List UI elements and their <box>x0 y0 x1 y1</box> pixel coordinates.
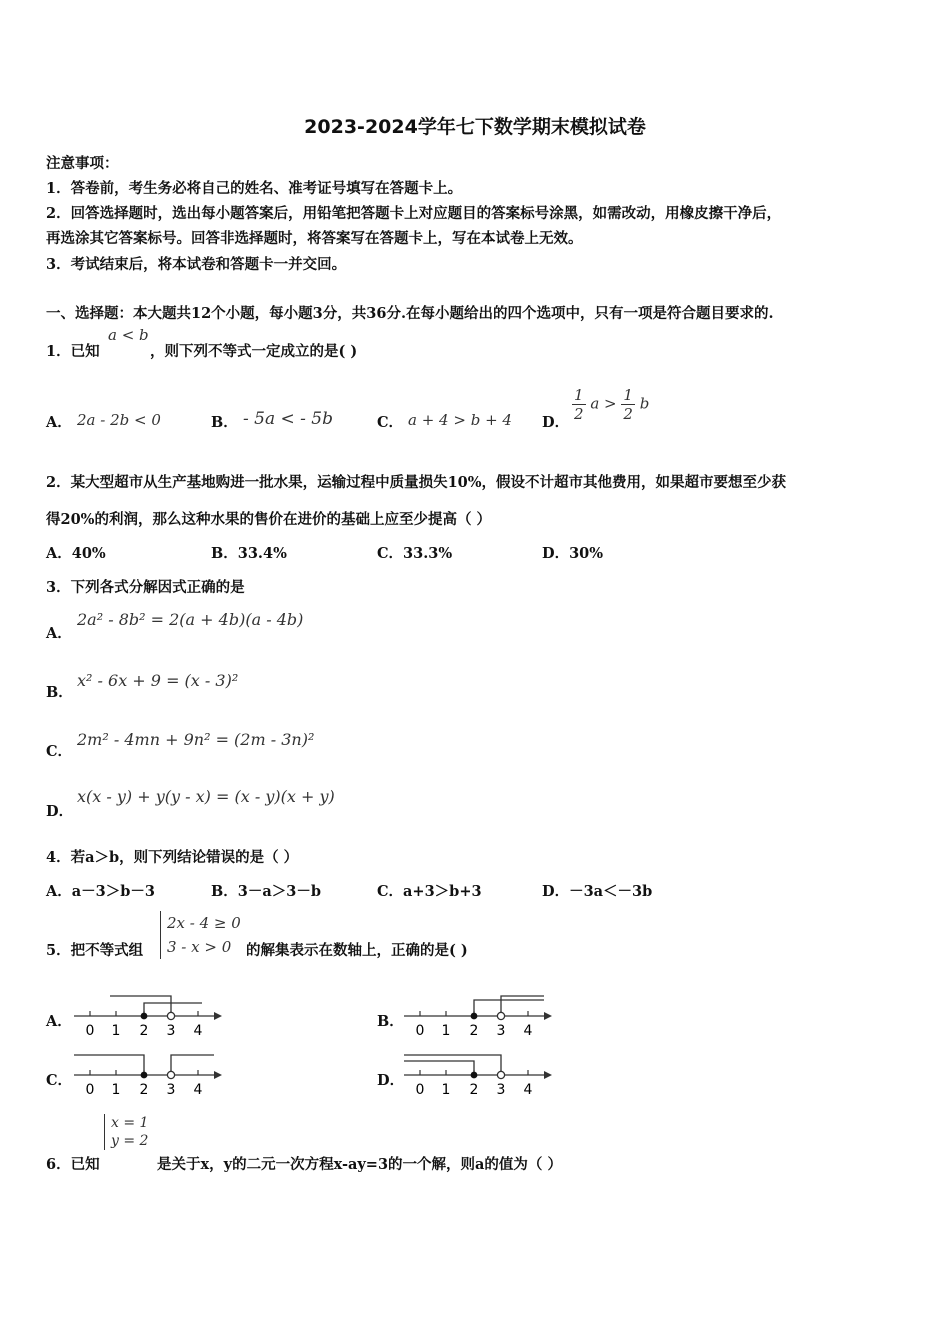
q4-stem: 4．若a＞b，则下列结论错误的是（ ） <box>46 849 299 866</box>
svg-text:2: 2 <box>469 1082 479 1098</box>
svg-text:0: 0 <box>85 1082 95 1098</box>
q6-prefix: 6．已知 <box>46 1156 100 1173</box>
svg-text:3: 3 <box>496 1082 506 1098</box>
svg-text:1: 1 <box>441 1082 451 1098</box>
q4-option-c: C．a+3＞b+3 <box>377 883 482 900</box>
notice-item: 1．答卷前，考生务必将自己的姓名、准考证号填写在答题卡上。 <box>46 180 463 197</box>
q3-label-b: B． <box>46 684 73 701</box>
q2-line1: 2．某大型超市从生产基地购进一批水果，运输过程中质量损失10%，假设不计超市其他费用，如果超市要想至少获 <box>46 474 787 491</box>
q4-option-b: B．3－a＞3－b <box>211 883 321 900</box>
q6-suffix: 是关于x，y的二元一次方程x-ay=3的一个解，则a的值为（ ） <box>157 1156 562 1173</box>
q2-option-b: B．33.4% <box>211 545 287 562</box>
svg-text:1: 1 <box>111 1082 121 1098</box>
q6-solution-system: x = 1 y = 2 <box>104 1114 148 1150</box>
q5-label-b: B． <box>377 1013 404 1030</box>
svg-text:0: 0 <box>85 1023 95 1039</box>
q3-label-c: C． <box>46 743 73 760</box>
q3-option-c: 2m² - 4mn + 9n² = (2m - 3n)² <box>77 730 315 749</box>
q3-option-a: 2a² - 8b² = 2(a + 4b)(a - 4b) <box>77 610 304 629</box>
q3-option-b: x² - 6x + 9 = (x - 3)² <box>77 671 239 690</box>
q1-label-b: B． <box>211 414 238 431</box>
section-heading: 一、选择题：本大题共12个小题，每小题3分，共36分.在每小题给出的四个选项中，只有一项是符合题目要求的. <box>46 305 774 322</box>
q2-option-d: D．30% <box>542 545 604 562</box>
notice-item: 2．回答选择题时，选出每小题答案后，用铅笔把答题卡上对应题目的答案标号涂黑，如需改动，用橡皮擦干净后， <box>46 205 782 222</box>
q1-label-c: C． <box>377 414 404 431</box>
notice-item: 3．考试结束后，将本试卷和答题卡一并交回。 <box>46 256 347 273</box>
q5-label-d: D． <box>377 1072 405 1089</box>
q4-option-d: D．－3a＜－3b <box>542 883 653 900</box>
q2-line2: 得20%的利润，那么这种水果的售价在进价的基础上应至少提高（ ） <box>46 511 492 528</box>
q5-prefix: 5．把不等式组 <box>46 942 144 959</box>
svg-text:3: 3 <box>166 1082 176 1098</box>
page-title: 2023-2024学年七下数学期末模拟试卷 <box>304 116 646 138</box>
svg-text:2: 2 <box>139 1082 149 1098</box>
svg-text:0: 0 <box>415 1082 425 1098</box>
q1-option-c: a + 4 > b + 4 <box>408 411 512 429</box>
svg-text:1: 1 <box>441 1023 451 1039</box>
notice-heading: 注意事项： <box>46 155 119 172</box>
q1-condition: a < b <box>108 326 149 344</box>
q2-option-c: C．33.3% <box>377 545 453 562</box>
q1-option-a: 2a - 2b < 0 <box>77 411 161 429</box>
q1-label-a: A． <box>46 414 72 431</box>
svg-text:3: 3 <box>496 1023 506 1039</box>
q3-label-d: D． <box>46 803 74 820</box>
svg-text:4: 4 <box>523 1023 533 1039</box>
q1-option-b: - 5a < - 5b <box>243 409 333 429</box>
svg-text:4: 4 <box>193 1082 203 1098</box>
svg-text:2: 2 <box>469 1023 479 1039</box>
q5-numberline-d <box>402 1049 557 1099</box>
svg-text:4: 4 <box>523 1082 533 1098</box>
q5-label-c: C． <box>46 1072 73 1089</box>
q4-option-a: A．a－3＞b－3 <box>46 883 155 900</box>
q5-numberline-a <box>72 990 227 1040</box>
q5-inequality-system: 2x - 4 ≥ 0 3 - x > 0 <box>160 911 241 959</box>
q5-numberline-c <box>72 1049 227 1099</box>
svg-text:1: 1 <box>111 1023 121 1039</box>
notice-item: 再选涂其它答案标号。回答非选择题时，将答案写在答题卡上，写在本试卷上无效。 <box>46 230 583 247</box>
svg-text:4: 4 <box>193 1023 203 1039</box>
q2-option-a: A．40% <box>46 545 106 562</box>
q1-label-d: D． <box>542 414 570 431</box>
svg-text:3: 3 <box>166 1023 176 1039</box>
q5-label-a: A． <box>46 1013 72 1030</box>
q3-label-a: A． <box>46 625 72 642</box>
q1-option-d: $\frac{1}{2}$ a > $\frac{1}{2}$ b <box>574 386 650 423</box>
q5-suffix: 的解集表示在数轴上，正确的是( ) <box>246 942 468 959</box>
q3-option-d: x(x - y) + y(y - x) = (x - y)(x + y) <box>77 787 335 806</box>
q1-prefix: 1．已知 <box>46 343 100 360</box>
q5-numberline-b <box>402 990 557 1040</box>
svg-text:2: 2 <box>139 1023 149 1039</box>
q1-suffix: ，则下列不等式一定成立的是( ) <box>150 343 358 360</box>
q3-stem: 3．下列各式分解因式正确的是 <box>46 579 245 596</box>
svg-text:0: 0 <box>415 1023 425 1039</box>
